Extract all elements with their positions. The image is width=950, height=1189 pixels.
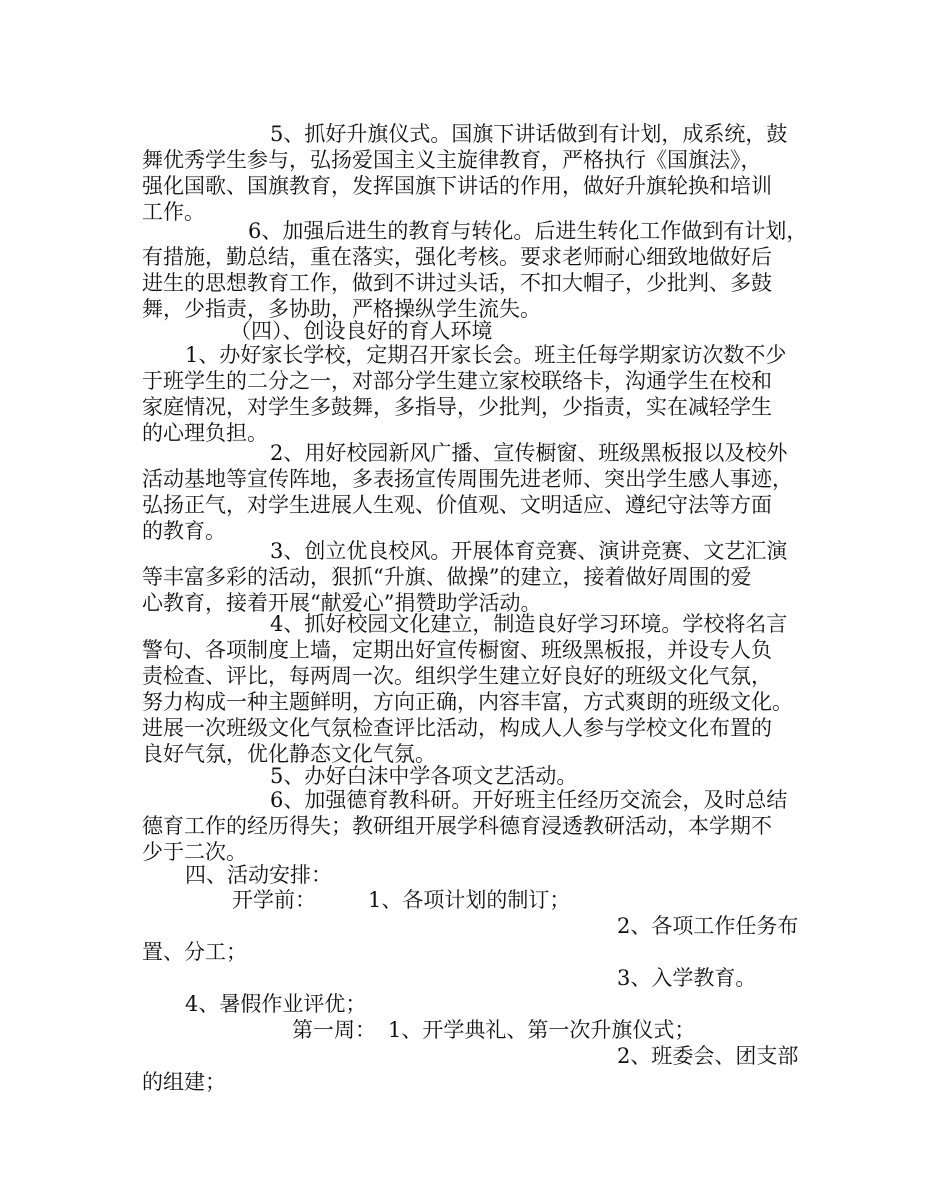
section-heading: （四）、创设良好的育人环境 [230, 319, 493, 343]
schedule-item: 2、班委会、团支部 [617, 1044, 799, 1068]
schedule-item: 4、暑假作业评优； [185, 992, 367, 1016]
paragraph-line: 等丰富多彩的活动，狠抓“升旗、做操”的建立，接着做好周围的爱 [142, 565, 752, 589]
paragraph-line: 6、加强德育教科研。开好班主任经历交流会，及时总结 [270, 788, 788, 812]
schedule-item: 的组建； [142, 1070, 226, 1094]
paragraph-line: 强化国歌、国旗教育，发挥国旗下讲话的作用，做好升旗轮换和培训 [142, 174, 772, 198]
paragraph-line: 活动基地等宣传阵地，多表扬宣传周围先进老师、突出学生感人事迹， [142, 467, 793, 491]
paragraph-line: 弘扬正气，对学生进展人生观、价值观、文明适应、遵纪守法等方面 [142, 493, 772, 517]
schedule-item: 2、各项工作任务布 [617, 914, 799, 938]
schedule-item: 1、开学典礼、第一次升旗仪式； [388, 1018, 696, 1042]
paragraph-line: 2、用好校园新风广播、宣传橱窗、班级黑板报以及校外 [270, 441, 788, 465]
paragraph-line: 心教育，接着开展“献爱心”捐赞助学活动。 [142, 591, 542, 615]
paragraph-line: 6、加强后进生的教育与转化。后进生转化工作做到有计划， [248, 219, 808, 243]
paragraph-line: 少于二次。 [142, 840, 247, 864]
paragraph-line: 1、办好家长学校，定期召开家长会。班主任每学期家访次数不少 [185, 343, 787, 367]
paragraph-line: 工作。 [142, 200, 205, 224]
paragraph-line: 进生的思想教育工作，做到不讲过头话，不扣大帽子，少批判、多鼓 [142, 271, 772, 295]
schedule-label: 第一周： [292, 1018, 376, 1042]
paragraph-line: 于班学生的二分之一，对部分学生建立家校联络卡，沟通学生在校和 [142, 369, 772, 393]
schedule-label: 开学前： [232, 888, 316, 912]
schedule-item: 3、入学教育。 [617, 966, 757, 990]
paragraph-line: 有措施，勤总结，重在落实，强化考核。要求老师耐心细致地做好后 [142, 245, 772, 269]
paragraph-line: 3、创立优良校风。开展体育竞赛、演讲竞赛、文艺汇演 [270, 539, 788, 563]
schedule-item: 1、各项计划的制订； [368, 888, 571, 912]
paragraph-line: 的教育。 [142, 519, 226, 543]
section-heading: 四、活动安排： [185, 863, 332, 887]
paragraph-line: 良好气氛，优化静态文化气氛。 [142, 742, 436, 766]
paragraph-line: 德育工作的经历得失；教研组开展学科德育浸透教研活动，本学期不 [142, 814, 772, 838]
schedule-item: 置、分工； [142, 940, 247, 964]
paragraph-line: 的心理负担。 [142, 421, 268, 445]
paragraph-line: 努力构成一种主题鲜明，方向正确，内容丰富，方式爽朗的班级文化。 [142, 690, 793, 714]
paragraph-line: 责检查、评比，每两周一次。组织学生建立好良好的班级文化气氛， [142, 664, 772, 688]
paragraph-line: 家庭情况，对学生多鼓舞，多指导，少批判，少指责，实在减轻学生 [142, 395, 772, 419]
paragraph-line: 5、抓好升旗仪式。国旗下讲话做到有计划，成系统，鼓 [270, 122, 788, 146]
paragraph-line: 5、办好白沫中学各项文艺活动。 [270, 764, 578, 788]
paragraph-line: 舞优秀学生参与，弘扬爱国主义主旋律教育，严格执行《国旗法》， [142, 148, 762, 172]
paragraph-line: 进展一次班级文化气氛检查评比活动，构成人人参与学校文化布置的 [142, 716, 772, 740]
paragraph-line: 舞，少指责，多协助，严格操纵学生流失。 [142, 297, 541, 321]
paragraph-line: 警句、各项制度上墙，定期出好宣传橱窗、班级黑板报，并设专人负 [142, 638, 772, 662]
paragraph-line: 4、抓好校园文化建立，制造良好学习环境。学校将名言 [270, 612, 788, 636]
